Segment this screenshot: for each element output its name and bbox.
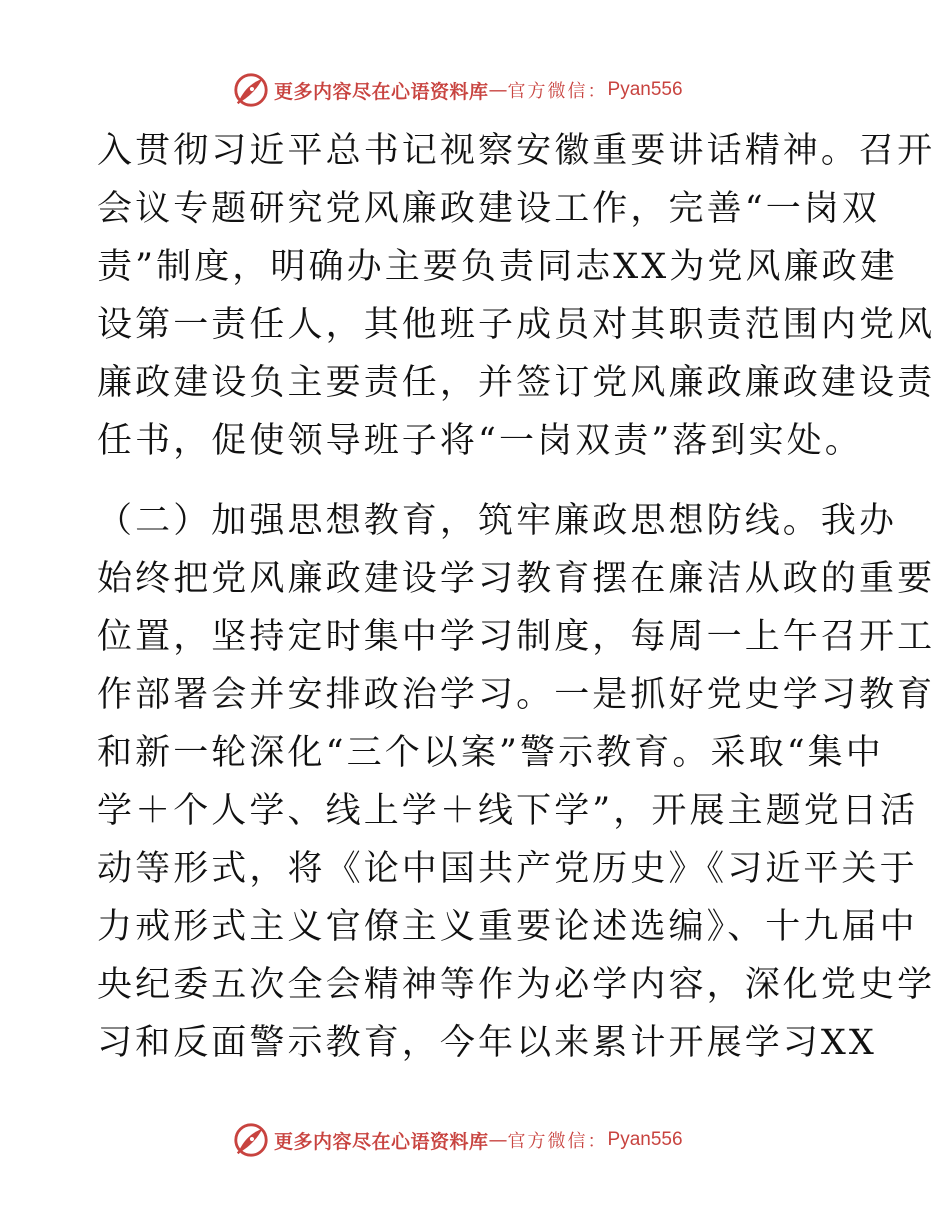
paragraph-2 <box>97 492 936 1072</box>
paragraph-gap <box>97 470 867 492</box>
text-line: 央纪委五次全会精神等作为必学内容，深化党史学 <box>97 965 936 1005</box>
banner-wechat-id: Pyan556 <box>607 79 683 100</box>
text-line: 会议专题研究党风廉政建设工作，完善“一岗双 <box>97 189 880 229</box>
text-line: 动等形式，将《论中国共产党历史》《习近平关于 <box>97 849 918 889</box>
text-line: 责”制度，明确办主要负责同志XX为党风廉政建 <box>97 247 898 287</box>
banner-separator: — <box>488 79 508 101</box>
banner-title: 更多内容尽在心语资料库 <box>274 1130 489 1153</box>
text-line: 作部署会并安排政治学习。一是抓好党史学习教育 <box>97 675 936 715</box>
pen-nib-logo-icon <box>232 1121 270 1159</box>
banner-title: 更多内容尽在心语资料库 <box>274 80 489 103</box>
footer-banner <box>232 1120 752 1160</box>
text-line: 入贯彻习近平总书记视察安徽重要讲话精神。召开 <box>97 131 936 171</box>
text-line: 始终把党风廉政建设学习教育摆在廉洁从政的重要 <box>97 559 936 599</box>
document-body <box>97 122 936 1072</box>
text-line: 力戒形式主义官僚主义重要论述选编》、十九届中 <box>97 907 918 947</box>
text-line: 廉政建设负主要责任，并签订党风廉政廉政建设责 <box>97 363 936 403</box>
section-heading-line: （二）加强思想教育，筑牢廉政思想防线。我办 <box>97 501 898 541</box>
pen-nib-logo-icon <box>232 71 270 109</box>
text-line: 学＋个人学、线上学＋线下学”，开展主题党日活 <box>97 791 919 831</box>
text-line: 习和反面警示教育，今年以来累计开展学习XX <box>97 1023 877 1063</box>
text-line: 位置，坚持定时集中学习制度，每周一上午召开工 <box>97 617 936 657</box>
banner-wechat-id: Pyan556 <box>607 1129 683 1150</box>
banner-official-label: 官方微信： <box>507 81 608 102</box>
banner-official-label: 官方微信： <box>507 1131 608 1152</box>
text-line: 设第一责任人，其他班子成员对其职责范围内党风 <box>97 305 936 345</box>
paragraph-1 <box>97 122 936 470</box>
text-line: 任书，促使领导班子将“一岗双责”落到实处。 <box>97 421 863 461</box>
banner-separator: — <box>488 1129 508 1151</box>
header-banner <box>232 70 752 110</box>
text-line: 和新一轮深化“三个以案”警示教育。采取“集中 <box>97 733 884 773</box>
